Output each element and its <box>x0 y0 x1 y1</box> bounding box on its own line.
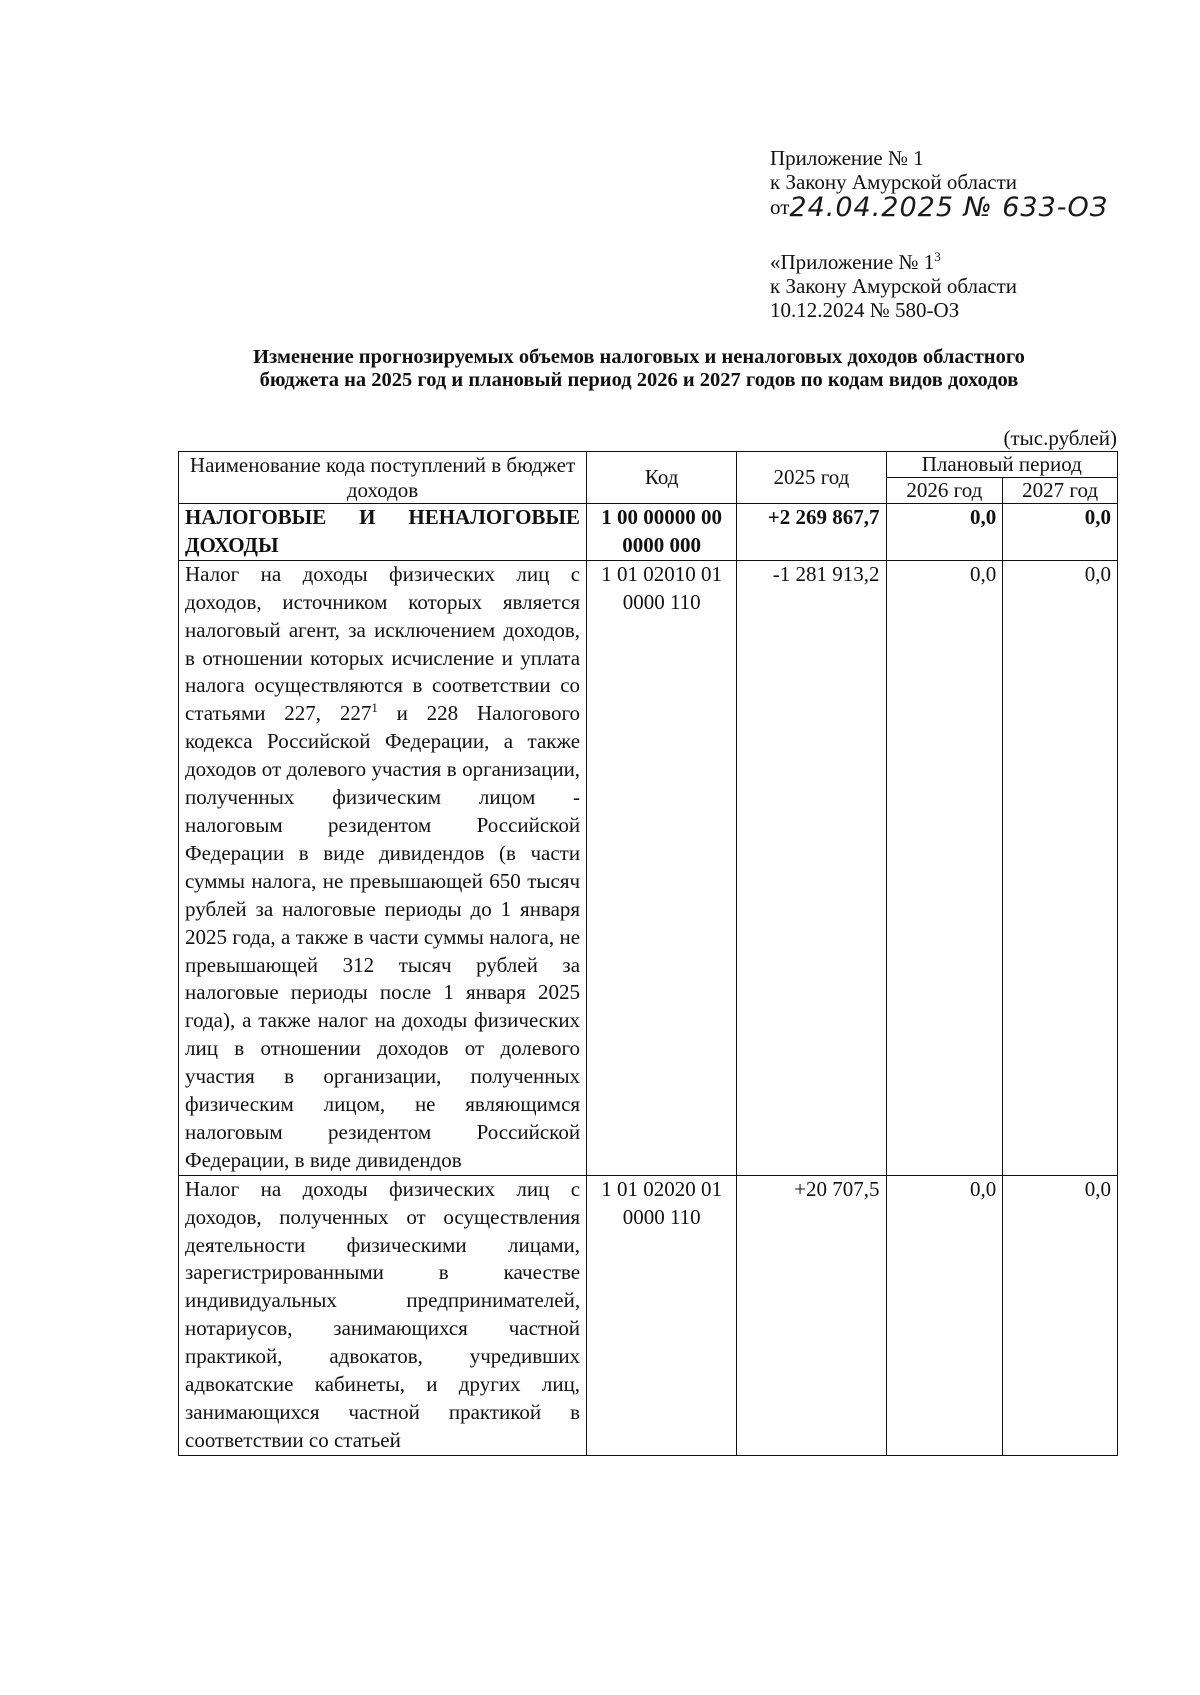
row-2025: +20 707,5 <box>737 1175 886 1455</box>
table-row <box>179 560 1118 1175</box>
table-row <box>179 1175 1118 1455</box>
header-2026: 2026 год <box>886 478 1003 504</box>
title-line-1: Изменение прогнозируемых объемов налоговых и неналоговых доходов областного <box>253 346 1025 368</box>
header-planned-period: Плановый период <box>886 452 1117 478</box>
table-row <box>179 504 1118 561</box>
table-header-row-1 <box>179 452 1118 478</box>
row-name: Налог на доходы физических лиц с доходов, полученных от осуществления деятельности физическими лицами, зарегистрированными в качестве индивидуальных предпринимателей, нотариусов, занимающихся частной практикой, адвокатов, учредивших адвокатские кабинеты, и других лиц, занимающихся частной практикой в соответствии со статьей <box>179 1175 587 1455</box>
appendix-date-line <box>770 192 1109 223</box>
header-2027: 2027 год <box>1003 478 1118 504</box>
appendix-number: Приложение № 1 <box>770 146 924 170</box>
handwritten-date-number: 24.04.2025 № 633-ОЗ <box>789 192 1109 223</box>
article-superscript: 1 <box>371 700 378 716</box>
header-code: Код <box>587 452 737 504</box>
units-label: (тыс.рублей) <box>1003 426 1117 450</box>
row-name: Налог на доходы физических лиц с доходов, источником которых является налоговый агент, за исключением доходов, в отношении которых исчисление и уплата налога осуществляются в соответствии со статьями 227, $227^1$ и 228 Налогового кодекса Российской Федерации, а также доходов от долевого участия в организации, полученных физическим лицом - налоговым резидентом Российской Федерации в виде дивидендов (в части суммы налога, не превышающей 650 тысяч рублей за налоговые периоды до 1 января 2025 года, а также в части суммы налога, не превышающей 312 тысяч рублей за налоговые периоды после 1 января 2025 года), а также налог на доходы физических лиц в отношении доходов от долевого участия в организации, полученных физическим лицом, не являющимся налоговым резидентом Российской Федерации, в виде дивидендов <box>179 560 587 1175</box>
revenue-table <box>178 451 1118 1456</box>
previous-appendix-superscript: 3 <box>934 249 941 264</box>
row-2026: 0,0 <box>886 504 1003 561</box>
header-2025: 2025 год <box>737 452 886 504</box>
row-name: НАЛОГОВЫЕ И НЕНАЛОГОВЫЕ ДОХОДЫ <box>179 504 587 561</box>
row-2026: 0,0 <box>886 560 1003 1175</box>
row-2026: 0,0 <box>886 1175 1003 1455</box>
appendix-header <box>770 146 1109 223</box>
row-2025: -1 281 913,2 <box>737 560 886 1175</box>
document-title <box>150 346 1128 392</box>
row-2027: 0,0 <box>1003 504 1118 561</box>
appendix-law-ref: к Закону Амурской области <box>770 170 1018 194</box>
appendix-date-prefix: от <box>770 195 790 219</box>
row-2025: +2 269 867,7 <box>737 504 886 561</box>
previous-appendix-number: «Приложение № $1^3$ <box>770 249 941 274</box>
header-name: Наименование кода поступлений в бюджет доходов <box>179 452 587 504</box>
row-code: 1 01 02020 01 0000 110 <box>587 1175 737 1455</box>
row-2027: 0,0 <box>1003 1175 1118 1455</box>
row-code: 1 00 00000 00 0000 000 <box>587 504 737 561</box>
previous-appendix-law-ref: к Закону Амурской области <box>770 274 1018 298</box>
previous-appendix-date: 10.12.2024 № 580-ОЗ <box>770 298 960 322</box>
row-code: 1 01 02010 01 0000 110 <box>587 560 737 1175</box>
row-2027: 0,0 <box>1003 560 1118 1175</box>
previous-appendix-header <box>770 250 1017 322</box>
title-line-2: бюджета на 2025 год и плановый период 2026 и 2027 годов по кодам видов доходов <box>259 369 1019 391</box>
